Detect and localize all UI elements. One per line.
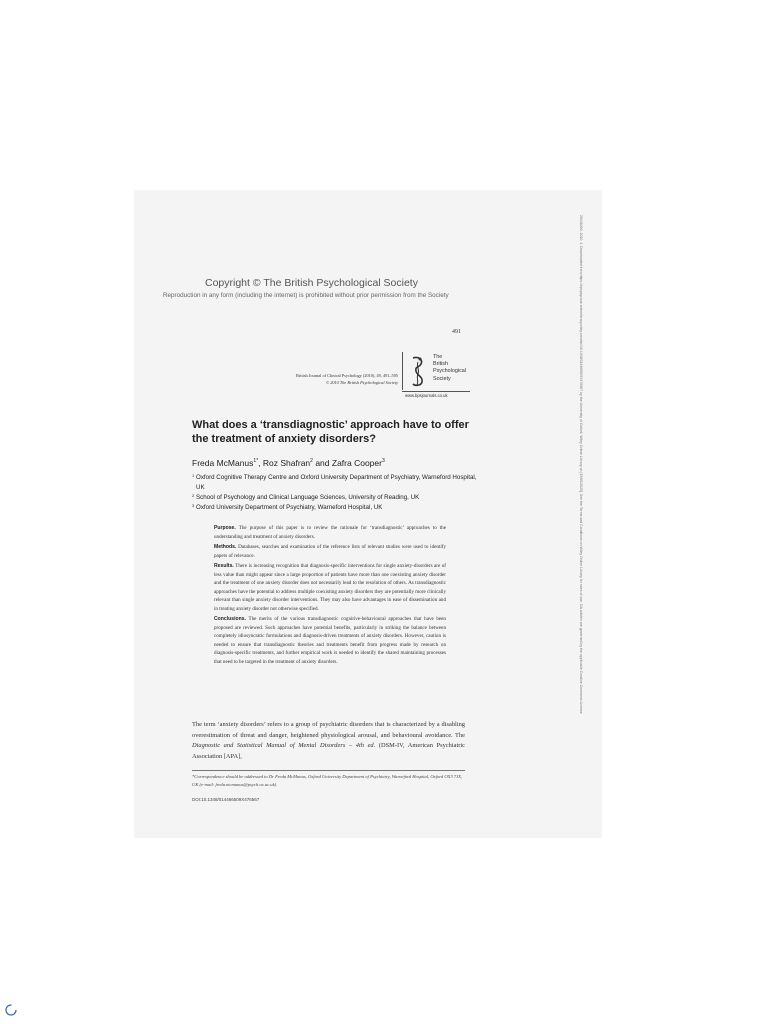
society-logo-icon	[407, 354, 429, 388]
affiliation: 2 School of Psychology and Clinical Language Sciences, University of Reading, UK	[192, 493, 420, 501]
download-notice: 20448260, 2010, 4, Downloaded from https://bpspsychub.onlinelibrary.wiley.com/doi/10.1348/014466509X476567 by the University of Oxford, Wiley Online Library on [19/05/2025]. See the Terms and Conditions on Wiley Online Library for rules of use; OA articles are governed by the applicable Creative Commons License	[579, 215, 583, 714]
abstract	[214, 524, 446, 668]
journal-info	[268, 372, 398, 386]
journal-url: www.bpsjournals.co.uk	[405, 393, 448, 398]
correspondence-footnote: *Correspondence should be addressed to Dr Freda McManus, Oxford University Department of Psychiatry, Warneford Hospital, Oxford OX3 7JX, UK (e-mail: freda.mcmanus@psych.ox.ac.uk).	[192, 774, 463, 787]
copyright-notice: Copyright © The British Psychological Society	[205, 277, 418, 289]
affiliation: 1 Oxford Cognitive Therapy Centre and Oxford University Department of Psychiatry, Warneford Hospital, UK	[192, 473, 477, 491]
page-number: 491	[452, 329, 461, 335]
affiliation: 3 Oxford University Department of Psychiatry, Warneford Hospital, UK	[192, 503, 383, 511]
doi: DOI:10.1348/014466509X476567	[192, 797, 260, 802]
abstract-methods: Methods. Databases, searches and examination of the reference lists of relevant studies were used to identify papers of relevance.	[214, 544, 446, 559]
reproduction-notice: Reproduction in any form (including the internet) is prohibited without prior permission from the Society	[163, 292, 449, 299]
footnote-divider	[192, 770, 465, 771]
author-name: Zafra Cooper	[331, 458, 382, 468]
author-name: Freda McManus	[192, 458, 254, 468]
society-logo-text: The British Psychological Society	[433, 354, 466, 382]
journal-citation: British Journal of Clinical Psychology (2010), 49, 491–505	[295, 373, 398, 378]
abstract-results: Results. There is increasing recognition that diagnosis-specific interventions for single anxiety-disorders are of less value than might appear since a large proportion of patients have more than one coexisting anxiety disorder and the treatment of one anxiety disorder does not necessarily lead to the resolution of others. As transdiagnostic approaches have the potential to address multiple coexisting anxiety disorders they are potentially more clinically relevant than single anxiety disorder interventions. They may also have advantages in ease of dissemination and in treating anxiety disorder not otherwise specified.	[214, 563, 446, 612]
abstract-conclusions: Conclusions. The merits of the various transdiagnostic cognitive-behavioural approaches that have been proposed are reviewed. Such approaches have potential benefits, particularly in striking the balance between completely idiosyncratic formulations and diagnosis-driven treatments of anxiety disorders. However, caution is needed to ensure that transdiagnostic theories and treatments benefit from progress made by research on diagnosis-specific treatments, and further empirical work is needed to identify the shared maintaining processes that need to be targeted in the treatment of anxiety disorders.	[214, 616, 446, 665]
affiliations	[192, 473, 482, 513]
logo-divider	[402, 391, 470, 392]
abstract-purpose: Purpose. The purpose of this paper is to review the rationale for ‘transdiagnostic’ approaches to the understanding and treatment of anxiety disorders.	[214, 525, 446, 540]
society-logo	[402, 352, 467, 390]
author-list: Freda McManus$^{1*}$, Roz Shafran$^2$ and Zafra Cooper$^3$	[192, 458, 385, 468]
journal-copyright: © 2010 The British Psychological Society	[325, 380, 398, 385]
loading-spinner-icon[interactable]	[4, 1003, 18, 1017]
article-title: What does a ‘transdiagnostic’ approach have to offer the treatment of anxiety disorders?	[192, 419, 469, 445]
body-paragraph: The term ‘anxiety disorders’ refers to a group of psychiatric disorders that is characterized by a disabling overestimation of threat and danger, heightened physiological arousal, and behavioural avoidance. The Diagnostic and Statistical Manual of Mental Disorders – 4th ed. (DSM-IV, American Psychiatric Association [APA],	[192, 721, 465, 760]
author-name: Roz Shafran	[262, 458, 311, 468]
